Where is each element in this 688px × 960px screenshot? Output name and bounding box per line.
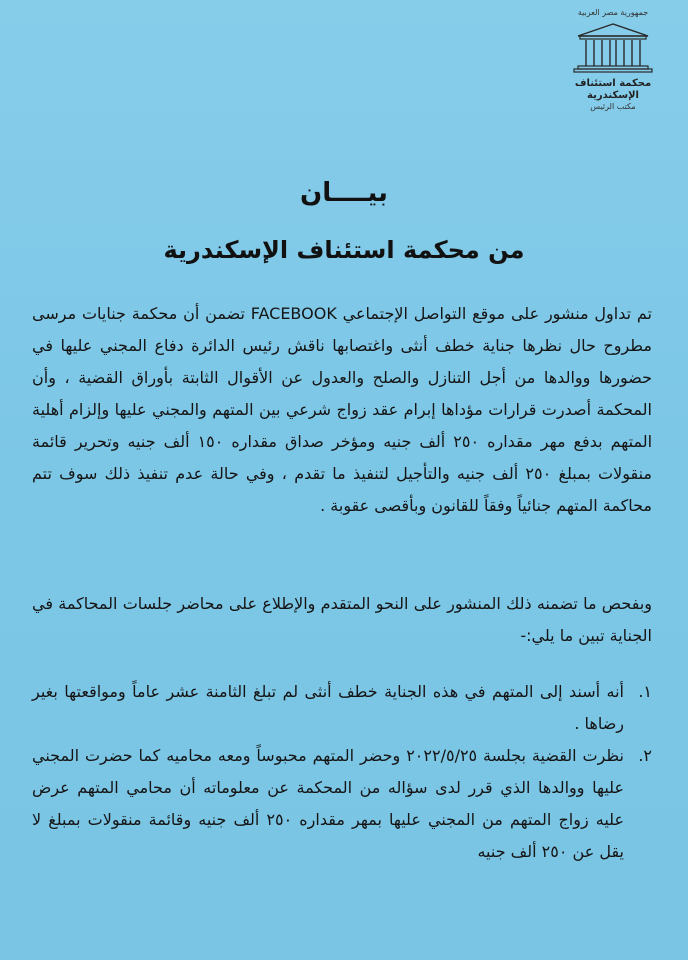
republic-label: جمهورية مصر العربية bbox=[577, 8, 649, 17]
paragraph-findings: وبفحص ما تضمنه ذلك المنشور على النحو المتقدم والإطلاع على محاضر جلسات المحاكمة في الجناية تبين ما يلي:- bbox=[32, 594, 652, 645]
list-item-text: نظرت القضية بجلسة ٢٠٢٢/٥/٢٥ وحضر المتهم محبوساً ومعه محاميه كما حضرت المجني عليها ووالدها الذي قرر لدى سؤاله من المحكمة عن معلوماته أن محامي المتهم عرض عليه زواج المتهم من المجني عليها بمهر مقداره ٢٥٠ ألف جنيه وقائمة منقولات بمبلغ لا يقل عن ٢٥٠ ألف جنيه bbox=[32, 746, 625, 861]
statement-subtitle: من محكمة استئناف الإسكندرية bbox=[163, 236, 525, 264]
list-item-number: ٢. bbox=[638, 746, 652, 765]
court-logo-block bbox=[558, 8, 668, 112]
statement-title: بيــــان bbox=[300, 178, 388, 208]
list-item bbox=[32, 676, 652, 740]
office-label: مكتب الرئيس bbox=[590, 102, 636, 111]
list-item-text: أنه أسند إلى المتهم في هذه الجناية خطف أنثى لم تبلغ الثامنة عشر عاماً ومواقعتها بغير رضاها . bbox=[32, 682, 624, 733]
court-building-icon bbox=[570, 22, 656, 74]
list-item-number: ١. bbox=[638, 682, 652, 701]
court-name-label: محكمة استئناف الإسكندرية bbox=[574, 78, 652, 101]
list-item bbox=[32, 740, 652, 868]
paragraph-intro: تم تداول منشور على موقع التواصل الإجتماعي FACEBOOK تضمن أن محكمة جنايات مرسى مطروح حال نظرها جناية خطف أنثى واغتصابها ناقش رئيس الدائرة دفاع المجني عليها في حضورها ووالدها من أجل التنازل والصلح والعدول عن الأقوال الثابتة بأوراق القضية ، وأن المحكمة أصدرت قرارات مؤداها إبرام عقد زواج شرعي بين المتهم والمجني عليها وإلزام أهلية المتهم بدفع مهر مقداره ٢٥٠ ألف جنيه ومؤخر صداق مقداره ١٥٠ ألف جنيه وتحرير قائمة منقولات بمبلغ ٢٥٠ ألف جنيه والتأجيل لتنفيذ ما تقدم ، وفي حالة عدم تنفيذ ذلك سوف تتم محاكمة المتهم جنائياً وفقاً للقانون وبأقصى عقوبة . bbox=[32, 304, 653, 515]
